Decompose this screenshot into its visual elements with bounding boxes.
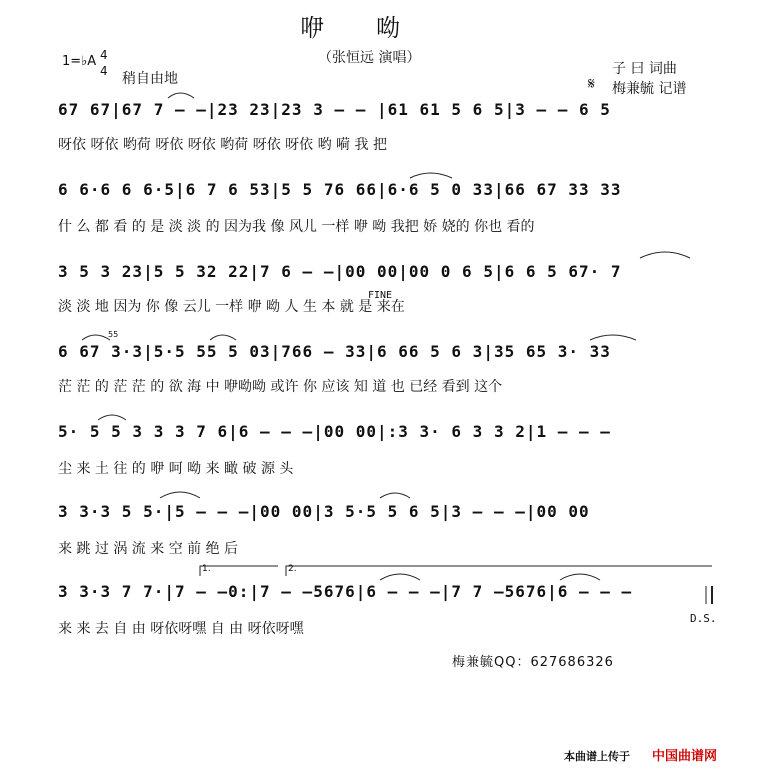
notation-row: 5· 5 5 3 3 3 7 6|6 – – –|00 00|:3 3· 6 3 3 2|1 – – – [58,422,611,441]
ds-mark: D.S. [690,612,717,625]
transcriber-contact: 梅兼毓QQ：627686326 [452,655,614,670]
lyricist-credit: 子 曰 词曲 [612,61,677,77]
lyrics-row: 尘 来 土 往 的 咿 呵 呦 来 瞰 破 源 头 [58,461,294,477]
upload-note: 本曲谱上传于 [564,750,630,763]
lyrics-row: 茫 茫 的 茫 茫 的 欲 海 中 咿呦呦 或许 你 应该 知 道 也 已经 看到 这个 [58,379,503,395]
notation-row: 3 3·3 5 5·|5 – – –|00 00|3 5·5 5 6 5|3 – – –|00 00 [58,502,590,521]
time-sig-top: 4 [100,48,108,62]
lyrics-row: 来 来 去 自 由 呀依呀嘿 自 由 呀依呀嘿 [58,621,304,637]
tempo-marking: 稍自由地 [122,71,178,87]
notation-row: 3 3·3 7 7·|7 – –0:|7 – –5676|6 – – –|7 7 –5676|6 – – – [58,582,633,601]
song-title: 咿呦 [300,14,452,42]
time-sig-bottom: 4 [100,64,108,78]
grace-notes: 55 [108,330,119,339]
site-logo[interactable]: 中国曲谱网 [652,749,718,764]
key-signature: 1=♭A [62,54,97,69]
fine-mark: FINE [368,290,393,301]
volta-2: 2. [288,564,297,574]
transcriber-credit: 梅兼毓 记谱 [612,81,687,97]
singer: （张恒远 演唱） [318,50,421,66]
lyrics-row: 呀依 呀依 哟荷 呀依 呀依 哟荷 呀依 呀依 哟 嗬 我 把 [58,137,387,153]
notation-row: 3 5 3 23|5 5 32 22|7 6 – –|00 00|00 0 6 5|6 6 5 67· 7 [58,262,622,281]
lyrics-row: 来 跳 过 涡 流 来 空 前 绝 后 [58,541,239,557]
notation-row: 6 6·6 6 6·5|6 7 6 53|5 5 76 66|6·6 5 0 33|66 67 33 33 [58,180,622,199]
volta-1: 1. [202,564,211,574]
lyrics-row: 淡 淡 地 因为 你 像 云儿 一样 咿 呦 人 生 本 就 是 来在 [58,299,405,315]
notation-row: 67 67|67 7 – –|23 23|23 3 – – |61 61 5 6 5|3 – – 6 5 [58,100,611,119]
lyrics-row: 什 么 都 看 的 是 淡 淡 的 因为我 像 风儿 一样 咿 呦 我把 娇 娆的 你也 看的 [58,219,535,235]
segno-icon: 𝄋 [588,74,595,93]
notation-row: 6 67 3·3|5·5 55 5 03|766 – 33|6 66 5 6 3|35 65 3· 33 [58,342,611,361]
